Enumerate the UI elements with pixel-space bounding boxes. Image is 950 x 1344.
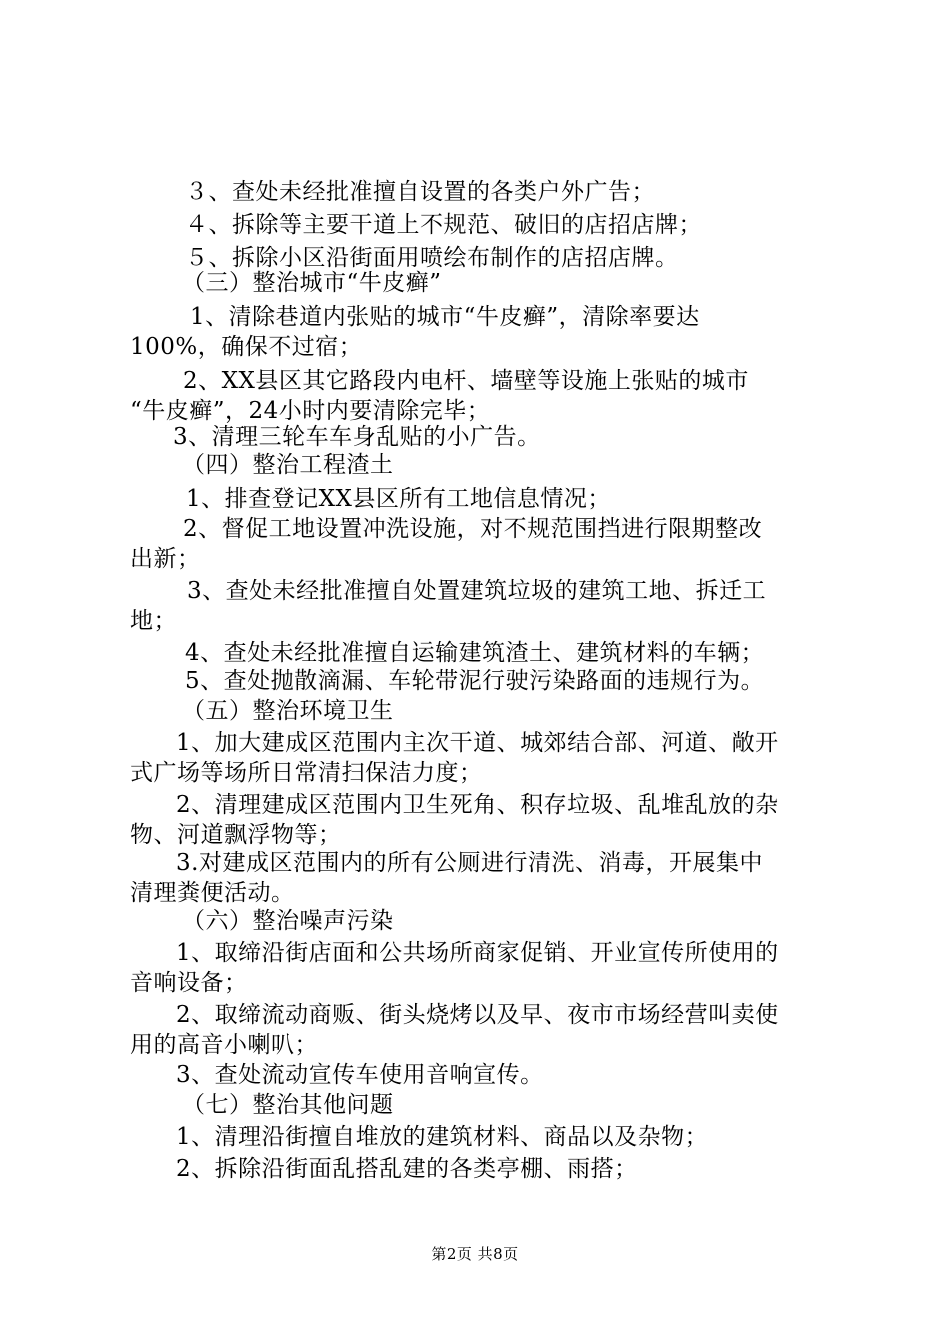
text-line: 2、清理建成区范围内卫生死角、积存垃圾、乱堆乱放的杂 bbox=[176, 792, 779, 818]
page-number-footer: 第2页 共8页 bbox=[431, 1245, 519, 1263]
section-heading: （七）整治其他问题 bbox=[182, 1092, 394, 1118]
text-line: 3、查处未经批准擅自处置建筑垃圾的建筑工地、拆迁工 bbox=[187, 578, 767, 604]
text-line: 1、清除巷道内张贴的城市“牛皮癣”，清除率要达 bbox=[190, 304, 700, 330]
text-line: 3.对建成区范围内的所有公厕进行清洗、消毒，开展集中 bbox=[176, 850, 763, 876]
text-line: 1、取缔沿街店面和公共场所商家促销、开业宣传所使用的 bbox=[176, 940, 779, 966]
text-line: 3、清理三轮车车身乱贴的小广告。 bbox=[173, 424, 541, 450]
text-line: 音响设备； bbox=[130, 970, 248, 996]
text-line: 2、XX县区其它路段内电杆、墙壁等设施上张贴的城市 bbox=[183, 368, 749, 394]
section-heading: （五）整治环境卫生 bbox=[182, 698, 394, 724]
text-line: 1、排查登记XX县区所有工地信息情况； bbox=[186, 486, 611, 512]
text-line: 2、取缔流动商贩、街头烧烤以及早、夜市市场经营叫卖使 bbox=[176, 1002, 779, 1028]
text-line: “牛皮癣”，24小时内要清除完毕； bbox=[130, 398, 491, 424]
text-line: 4、查处未经批准擅自运输建筑渣土、建筑材料的车辆； bbox=[185, 640, 765, 666]
text-line: 1、加大建成区范围内主次干道、城郊结合部、河道、敞开 bbox=[176, 730, 779, 756]
text-line: 2、督促工地设置冲洗设施，对不规范围挡进行限期整改 bbox=[183, 516, 763, 542]
section-heading: （六）整治噪声污染 bbox=[182, 908, 394, 934]
text-line: 用的高音小喇叭； bbox=[130, 1032, 318, 1058]
text-line: 出新； bbox=[130, 546, 201, 572]
text-line: 2、拆除沿街面乱搭乱建的各类亭棚、雨搭； bbox=[176, 1156, 638, 1182]
text-line: 物、河道飘浮物等； bbox=[130, 822, 342, 848]
text-line: 100%，确保不过宿； bbox=[130, 334, 363, 360]
text-line: ５、拆除小区沿街面用喷绘布制作的店招店牌。 bbox=[185, 245, 679, 271]
text-line: 3、查处流动宣传车使用音响宣传。 bbox=[176, 1062, 544, 1088]
section-heading: （三）整治城市“牛皮癣” bbox=[182, 270, 442, 296]
text-line: 清理粪便活动。 bbox=[130, 880, 295, 906]
text-line: 式广场等场所日常清扫保洁力度； bbox=[130, 760, 483, 786]
section-heading: （四）整治工程渣土 bbox=[182, 452, 394, 478]
text-line: 5、查处抛散滴漏、车轮带泥行驶污染路面的违规行为。 bbox=[185, 668, 765, 694]
text-line: 地； bbox=[130, 608, 177, 634]
text-line: ３、查处未经批准擅自设置的各类户外广告； bbox=[185, 179, 655, 205]
text-line: 1、清理沿街擅自堆放的建筑材料、商品以及杂物； bbox=[176, 1124, 709, 1150]
text-line: ４、拆除等主要干道上不规范、破旧的店招店牌； bbox=[185, 212, 702, 238]
